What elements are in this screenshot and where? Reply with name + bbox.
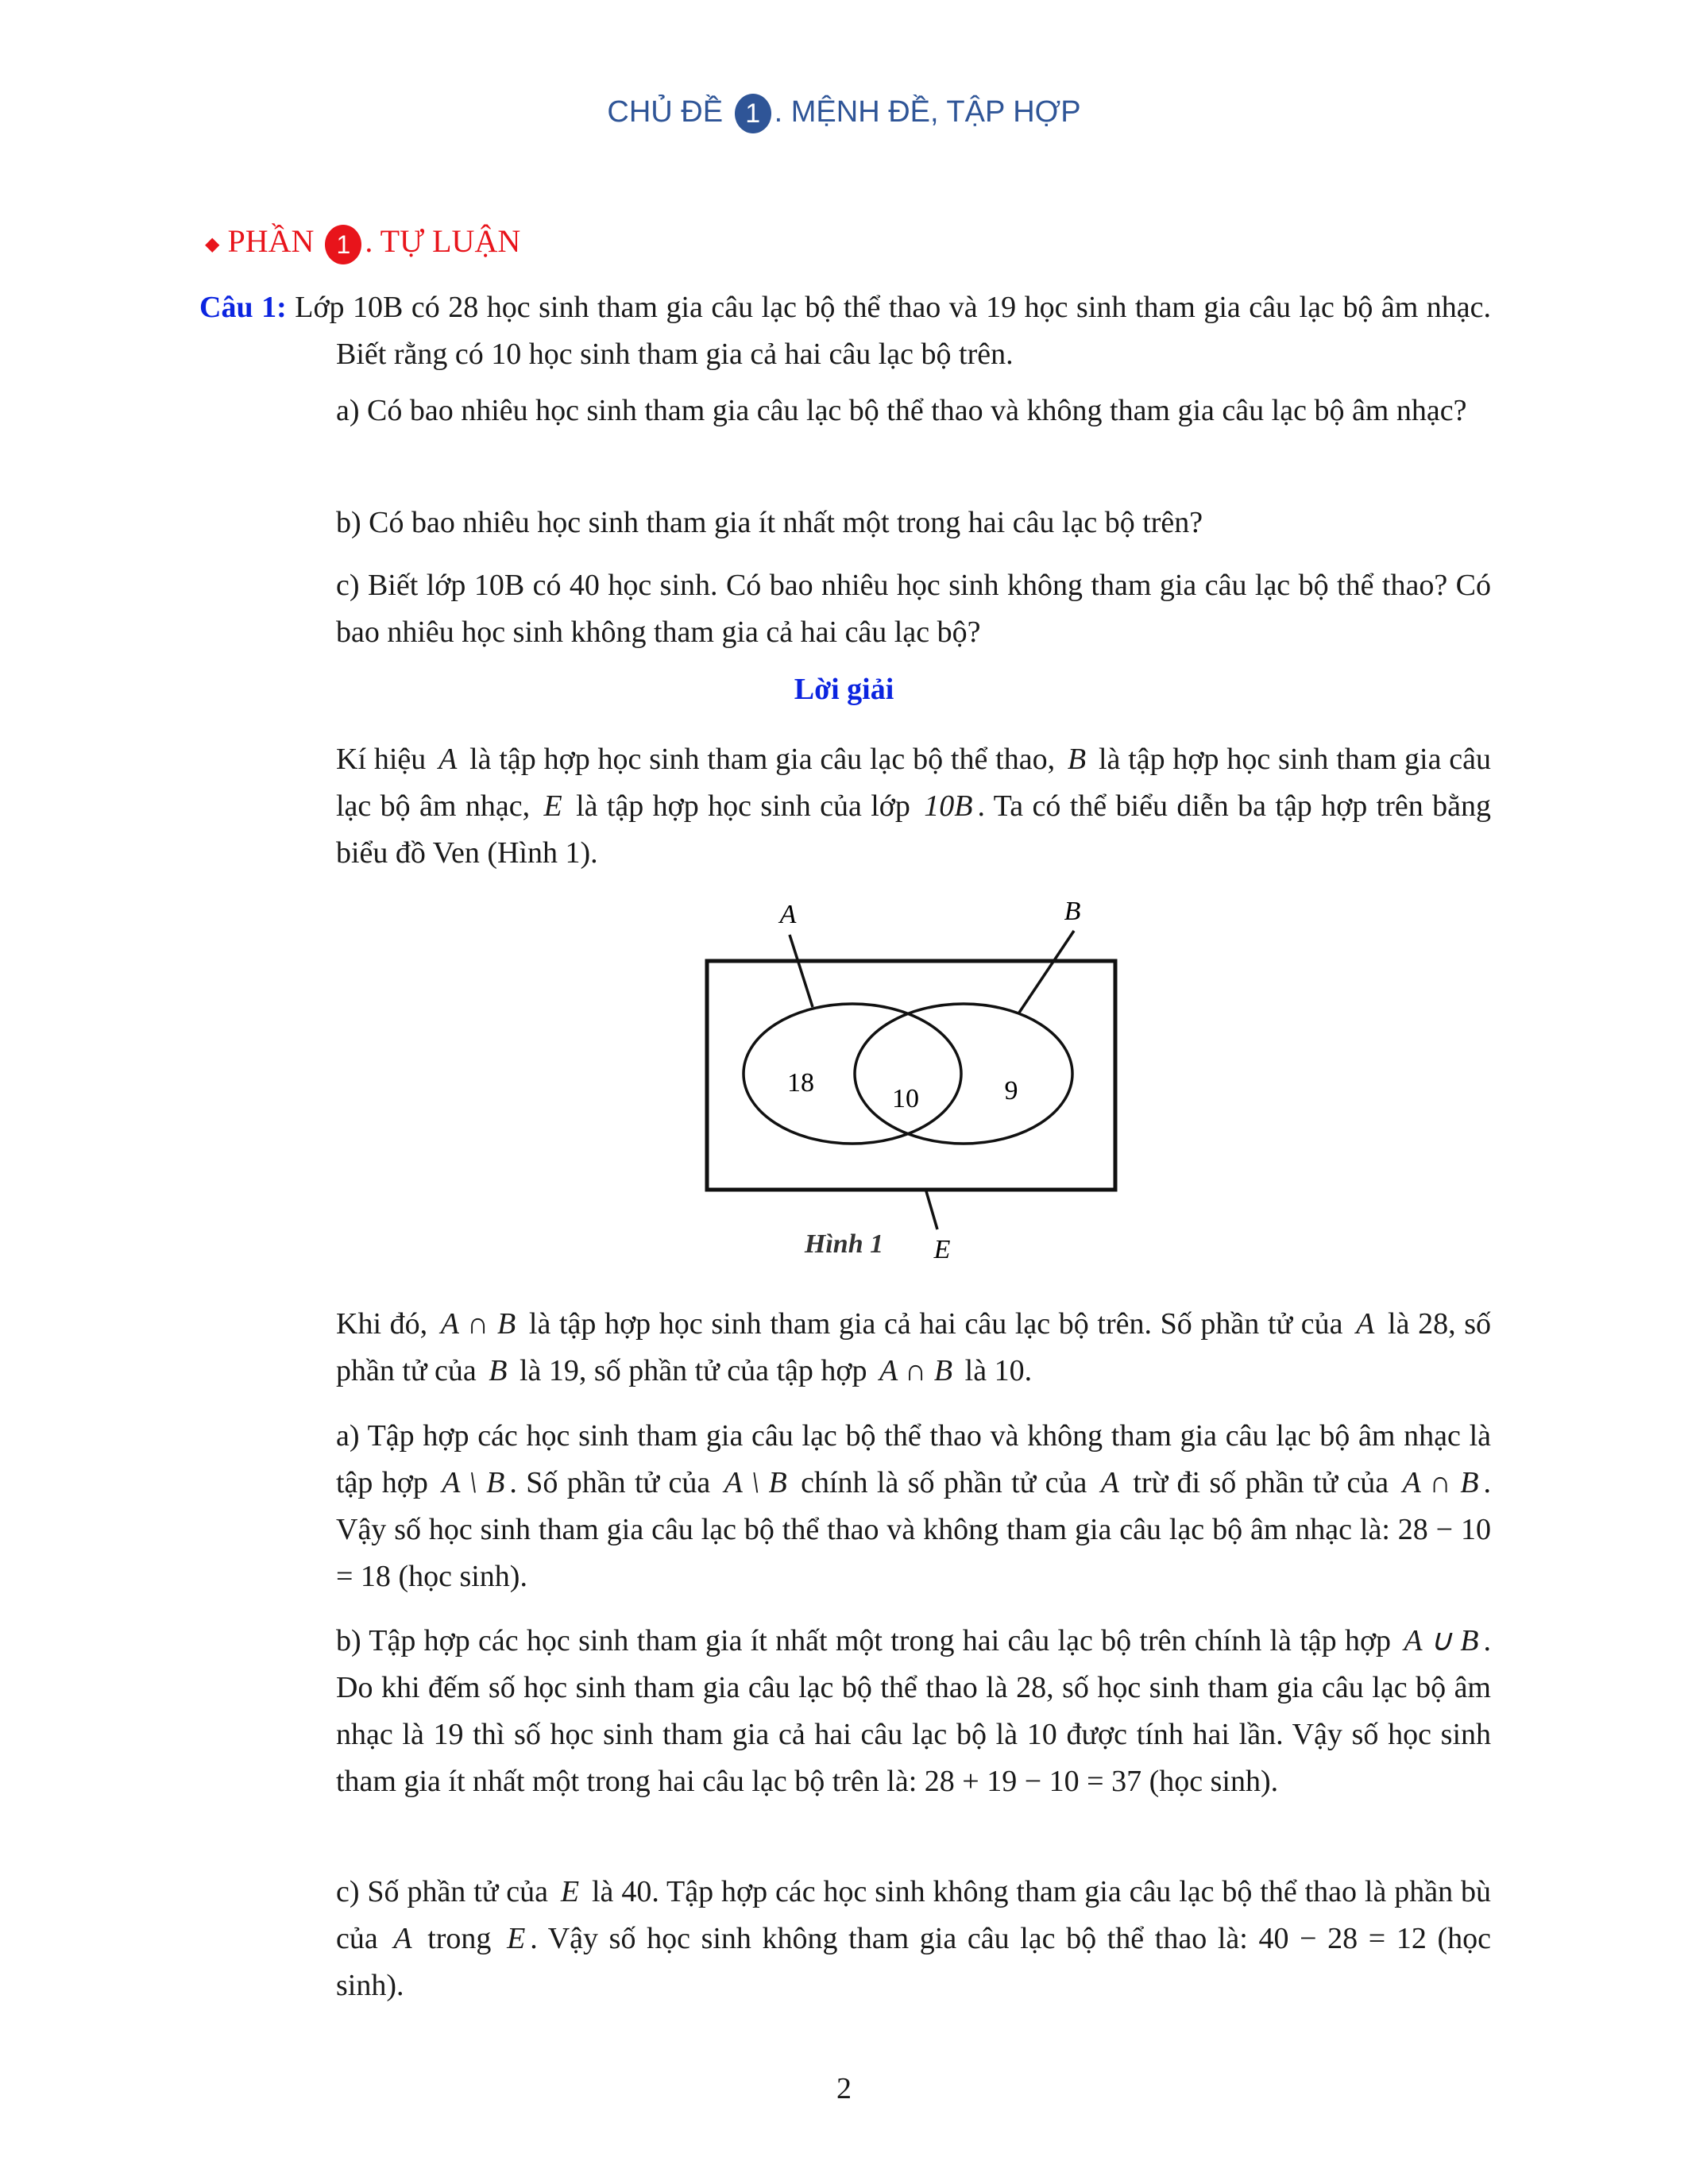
- text-segment: Khi đó,: [336, 1307, 436, 1341]
- math-expression: B: [489, 1354, 508, 1387]
- math-expression: A \ B: [724, 1466, 787, 1499]
- set-a-ellipse: [744, 1004, 961, 1144]
- text-segment: là tập hợp học sinh tham gia câu lạc bộ âm nhạc,: [336, 743, 1491, 823]
- text-segment: a) Có bao nhiêu học sinh tham gia câu lạc bộ thể thao và không tham gia câu lạc bộ âm nhạc?: [336, 394, 1467, 427]
- math-expression: E: [543, 789, 562, 823]
- section-prefix: PHẦN: [227, 223, 315, 259]
- count-only-a: 18: [787, 1068, 814, 1098]
- solution-part-b: [336, 1618, 1491, 1805]
- text-segment: (học sinh).: [1141, 1765, 1279, 1798]
- solution-intro: [336, 736, 1491, 877]
- math-expression: B: [1067, 743, 1087, 776]
- text-segment: là 40. Tập hợp các học sinh không tham gia câu lạc bộ thể thao là phần bù của: [336, 1875, 1492, 1955]
- chapter-title: [0, 94, 1688, 133]
- math-expression: A: [1100, 1466, 1119, 1499]
- solution-part-c: [336, 1869, 1491, 2009]
- text-segment: c) Biết lớp 10B có 40 học sinh. Có bao nhiêu học sinh không tham gia câu lạc bộ thể thao? Có bao nhiêu học sinh không tham gia cả hai câu lạc bộ?: [336, 569, 1491, 649]
- count-only-b: 9: [1004, 1076, 1018, 1106]
- math-expression: A: [393, 1922, 412, 1955]
- text-segment: là tập hợp học sinh tham gia cả hai câu lạc bộ trên. Số phần tử của: [520, 1307, 1352, 1341]
- question-stem: Lớp 10B có 28 học sinh tham gia câu lạc bộ thể thao và 19 học sinh tham gia câu lạc bộ âm nhạc. Biết rằng có 10 học sinh tham gia cả hai câu lạc bộ trên.: [286, 291, 1491, 371]
- text-segment: chính là số phần tử của: [791, 1466, 1096, 1499]
- math-expression: E: [560, 1875, 580, 1908]
- math-expression: A: [1356, 1307, 1375, 1341]
- solution-heading: Lời giải: [794, 673, 894, 706]
- text-segment: . Số phần tử của: [509, 1466, 720, 1499]
- set-b-ellipse: [855, 1004, 1072, 1144]
- solution-part-a: [336, 1413, 1491, 1600]
- figure-caption: Hình 1: [804, 1229, 884, 1259]
- math-expression: A ∪ B: [1404, 1624, 1479, 1657]
- leader-line-a: [790, 935, 813, 1007]
- text-segment: là 19, số phần tử của tập hợp: [512, 1354, 875, 1387]
- text-segment: c) Số phần tử của: [336, 1875, 556, 1908]
- text-segment: 40 − 28 = 12: [1258, 1922, 1427, 1955]
- math-expression: A: [438, 743, 458, 776]
- page-number: 2: [836, 2072, 852, 2105]
- count-both: 10: [892, 1084, 919, 1113]
- text-segment: là 10.: [957, 1354, 1033, 1387]
- text-segment: Kí hiệu: [336, 743, 435, 776]
- chapter-title-text: . MỆNH ĐỀ, TẬP HỢP: [774, 95, 1081, 129]
- section-heading: [205, 222, 520, 264]
- text-segment: là 28, số phần tử của: [336, 1307, 1492, 1387]
- question-part-c: [336, 562, 1491, 656]
- text-segment: . Do khi đếm số học sinh tham gia câu lạc bộ thể thao là 28, số học sinh tham gia câu lạc bộ âm nhạc là 19 thì số học sinh tham gia cả hai câu lạc bộ là 10 được tính hai lần. Vậy số học sinh tham gia ít nhất một trong hai câu lạc bộ trên là:: [336, 1624, 1491, 1798]
- math-expression: 10B: [924, 789, 973, 823]
- text-segment: . Vậy số học sinh không tham gia câu lạc bộ thể thao là:: [530, 1922, 1259, 1955]
- text-segment: 28 − 10 = 18: [336, 1513, 1491, 1593]
- math-expression: E: [507, 1922, 526, 1955]
- question-part-a: [336, 388, 1491, 434]
- leader-line-b: [1019, 931, 1074, 1013]
- text-segment: 28 + 19 − 10 = 37: [924, 1765, 1142, 1798]
- universal-set-box: [707, 961, 1115, 1190]
- question-part-b: [336, 500, 1491, 546]
- section-number-badge: 1: [325, 225, 361, 264]
- math-expression: A ∩ B: [440, 1307, 516, 1341]
- diamond-bullet-icon: ◆: [205, 234, 220, 256]
- text-segment: . Vậy số học sinh tham gia câu lạc bộ thể thao và không tham gia câu lạc bộ âm nhạc là:: [336, 1466, 1492, 1546]
- text-segment: là tập hợp học sinh tham gia câu lạc bộ thể thao,: [462, 743, 1063, 776]
- label-b: B: [1064, 897, 1081, 926]
- text-segment: trong: [416, 1922, 503, 1955]
- text-segment: (học sinh).: [336, 1922, 1491, 2002]
- math-expression: A ∩ B: [1402, 1466, 1479, 1499]
- text-segment: (học sinh).: [390, 1560, 527, 1593]
- text-segment: b) Có bao nhiêu học sinh tham gia ít nhất một trong hai câu lạc bộ trên?: [336, 506, 1203, 539]
- text-segment: trừ đi số phần tử của: [1123, 1466, 1398, 1499]
- venn-diagram: [683, 882, 1144, 1279]
- label-e: E: [933, 1235, 951, 1264]
- section-title: . TỰ LUẬN: [365, 223, 521, 259]
- question-label: Câu 1:: [199, 291, 287, 324]
- text-segment: a) Tập hợp các học sinh tham gia câu lạc bộ thể thao và không tham gia câu lạc bộ âm nhạc là tập hợp: [336, 1419, 1491, 1499]
- question-1: [199, 284, 1491, 378]
- math-expression: A \ B: [442, 1466, 505, 1499]
- chapter-number-badge: 1: [735, 94, 771, 133]
- leader-line-e: [926, 1191, 937, 1229]
- math-expression: A ∩ B: [879, 1354, 953, 1387]
- label-a: A: [779, 900, 797, 929]
- text-segment: b) Tập hợp các học sinh tham gia ít nhất một trong hai câu lạc bộ trên chính là tập hợp: [336, 1624, 1400, 1657]
- text-segment: là tập hợp học sinh của lớp: [566, 789, 920, 823]
- solution-khi-do: [336, 1301, 1491, 1395]
- text-segment: . Ta có thể biểu diễn ba tập hợp trên bằng biểu đồ Ven (Hình 1).: [336, 789, 1491, 870]
- chapter-title-prefix: CHỦ ĐỀ: [607, 95, 724, 129]
